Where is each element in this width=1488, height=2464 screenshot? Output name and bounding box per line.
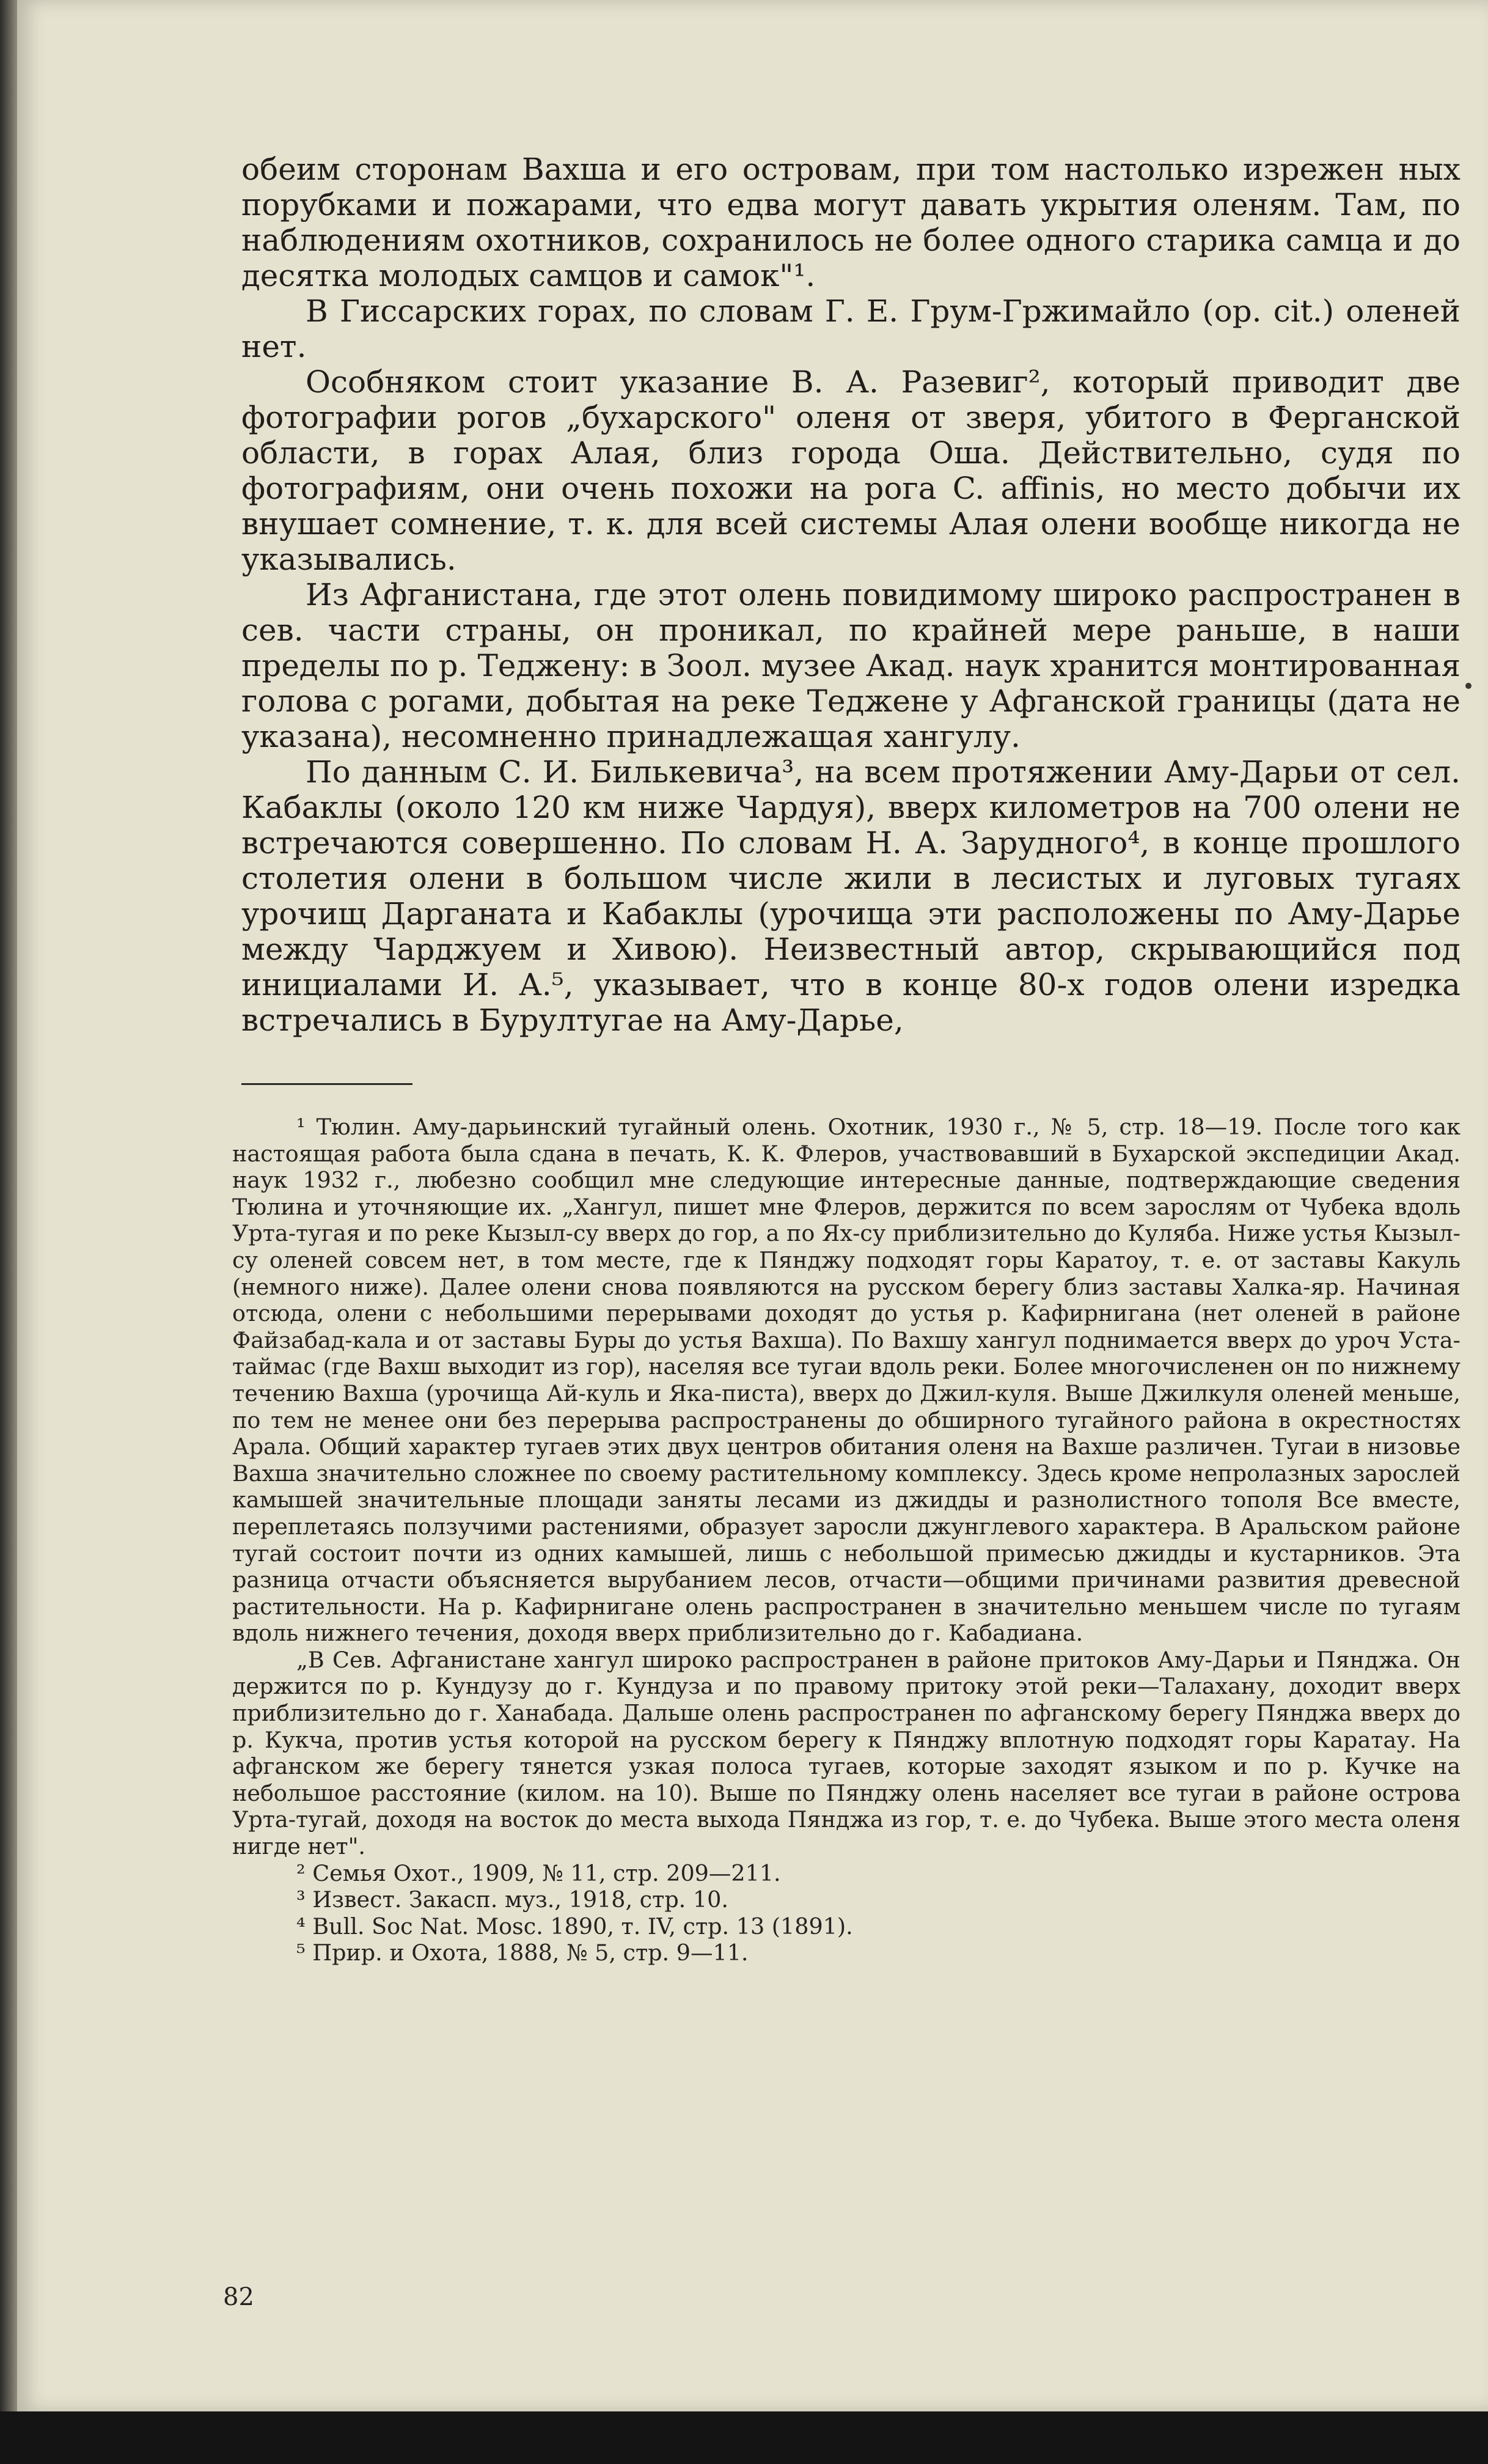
paragraph-4: Из Афганистана, где этот олень повидимому широко распространен в сев. части страны, он проникал, по крайней мере раньше, в наши пределы по р. Теджену: в Зоол. музее Акад. наук хранится монтированная голова с рогами, добытая на реке Теджене у Афганской границы (дата не указана), несомненно принадлежащая хангулу. bbox=[241, 577, 1461, 754]
paragraph-5: По данным С. И. Билькевича³, на всем протяжении Аму-Дарьи от сел. Кабаклы (около 120 км ниже Чардуя), вверх километров на 700 олени не встречаются совершенно. По словам Н. А. Зарудного⁴, в конце прошлого столетия олени в большом числе жили в лесистых и луговых тугаях урочищ Дарганата и Кабаклы (урочища эти расположены по Аму-Дарье между Чарджуем и Хивою). Неизвестный автор, скрывающийся под инициалами И. А.⁵, указывает, что в конце 80-х годов олени изредка встречались в Бурултугае на Аму-Дарье, bbox=[241, 754, 1461, 1038]
main-text bbox=[241, 152, 1461, 1038]
page-number: 82 bbox=[223, 2283, 254, 2311]
footnote-3: ³ Извест. Закасп. муз., 1918, стр. 10. bbox=[296, 1886, 728, 1913]
margin-mark bbox=[1465, 683, 1472, 689]
paragraph-3: Особняком стоит указание В. А. Разевиг², который приводит две фотографии рогов „бухарского" оленя от зверя, убитого в Ферганской области, в горах Алая, близ города Оша. Действительно, судя по фотографиям, они очень похожи на рога C. affinis, но место добычи их внушает сомнение, т. к. для всей системы Алая олени вообще никогда не указывались. bbox=[241, 364, 1461, 577]
footnote-5: ⁵ Прир. и Охота, 1888, № 5, стр. 9—11. bbox=[296, 1940, 749, 1966]
footnotes bbox=[232, 1114, 1461, 1966]
footnote-2: ² Семья Охот., 1909, № 11, стр. 209—211. bbox=[296, 1859, 781, 1886]
paragraph-1: обеим сторонам Вахша и его островам, при том настолько изрежен ных порубками и пожарами, что едва могут давать укрытия оленям. Там, по наблюдениям охотников, сохранилось не более одного старика самца и до десятка молодых самцов и самок"¹. bbox=[241, 152, 1461, 293]
scan-background bbox=[0, 2411, 1488, 2464]
footnote-rule bbox=[241, 1083, 412, 1085]
page-left-edge bbox=[0, 0, 17, 2411]
footnote-4: ⁴ Bull. Soc Nat. Mosc. 1890, т. IV, стр. 13 (1891). bbox=[296, 1913, 853, 1940]
footnote-1-continued: „В Сев. Афганистане хангул широко распространен в районе притоков Аму-Дарьи и Пянджа. Он держится по р. Кундузу до г. Кундуза и по правому притоку этой реки—Талахану, доходит вверх приблизительно до г. Ханабада. Дальше олень распространен по афганскому берегу Пянджа вверх до р. Кукча, против устья которой на русском берегу к Пянджу вплотную подходят горы Каратау. На афганском же берегу тянется узкая полоса тугаев, которые заходят языком и по р. Кучке на небольшое расстояние (килом. на 10). Выше по Пянджу олень населяет все тугаи в районе острова Урта-тугай, доходя на восток до места выхода Пянджа из гор, т. е. до Чубека. Выше этого места оленя нигде нет". bbox=[232, 1646, 1461, 1860]
paragraph-2: В Гиссарских горах, по словам Г. Е. Грум-Гржимайло (op. cit.) оленей нет. bbox=[241, 293, 1461, 364]
footnote-1: ¹ Тюлин. Аму-дарьинский тугайный олень. Охотник, 1930 г., № 5, стр. 18—19. После того как настоящая работа была сдана в печать, К. К. Флеров, участвовавший в Бухарской экспедиции Акад. наук 1932 г., любезно сообщил мне следующие интересные данные, подтверждающие сведения Тюлина и уточняющие их. „Хангул, пишет мне Флеров, держится по всем зарослям от Чубека вдоль Урта-тугая и по реке Кызыл-су вверх до гор, а по Ях-су приблизительно до Куляба. Ниже устья Кызыл-су оленей совсем нет, в том месте, где к Пянджу подходят горы Каратоу, т. е. от заставы Какуль (немного ниже). Далее олени снова появляются на русском берегу близ заставы Халка-яр. Начиная отсюда, олени с небольшими перерывами доходят до устья р. Кафирнигана (нет оленей в районе Файзабад-кала и от заставы Буры до устья Вахша). По Вахшу хангул поднимается вверх до уроч Уста-таймас (где Вахш выходит из гор), населяя все тугаи вдоль реки. Более многочисленен он по нижнему течению Вахша (урочища Ай-куль и Яка-писта), вверх до Джил-куля. Выше Джилкуля оленей меньше, по тем не менее они без перерыва распространены до обширного тугайного района в окрестностях Арала. Общий характер тугаев этих двух центров обитания оленя на Вахше различен. Тугаи в низовье Вахша значительно сложнее по своему растительному комплексу. Здесь кроме непролазных зарослей камышей значительные площади заняты лесами из джидды и разнолистного тополя Все вместе, переплетаясь ползучими растениями, образует заросли джунглевого характера. В Аральском районе тугай состоит почти из одних камышей, лишь с небольшой примесью джидды и кустарников. Эта разница отчасти объясняется вырубанием лесов, отчасти—общими причинами развития древесной растительности. На р. Кафирнигане олень распространен в значительно меньшем числе по тугаям вдоль нижнего течения, доходя вверх приблизительно до г. Кабадиана. bbox=[232, 1114, 1461, 1647]
